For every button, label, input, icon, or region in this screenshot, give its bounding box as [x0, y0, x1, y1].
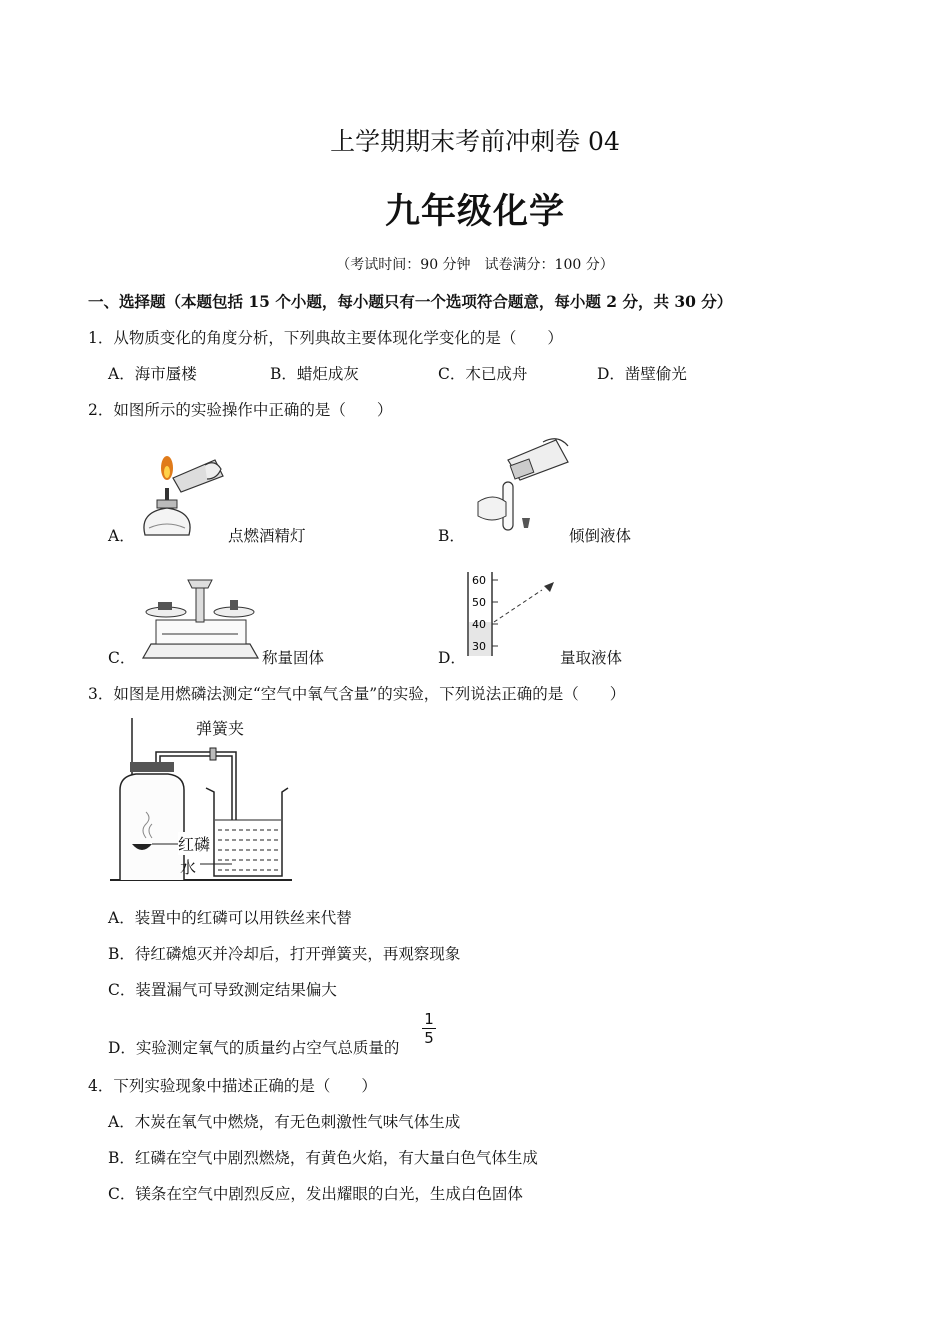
q1-option-d: D．凿壁偷光 [597, 365, 687, 383]
label-water: 水 [180, 858, 197, 877]
exam-info: （考试时间：90 分钟 试卷满分：100 分） [336, 257, 614, 273]
q4-option-b: B．红磷在空气中剧烈燃烧，有黄色火焰，有大量白色气体生成 [108, 1149, 538, 1167]
q2-stem: 2．如图所示的实验操作中正确的是（ ） [88, 401, 393, 419]
graduated-cylinder-figure [462, 568, 562, 658]
q3-stem: 3．如图是用燃磷法测定“空气中氧气含量”的实验，下列说法正确的是（ ） [88, 685, 626, 703]
q2-option-d-caption: 量取液体 [560, 649, 623, 667]
q1-option-b: B．蜡炬成灰 [270, 365, 359, 383]
exam-title: 九年级化学 [384, 192, 565, 232]
q2-option-d-letter: D． [438, 649, 466, 667]
fraction-numerator: 1 [424, 1010, 434, 1028]
q2-option-c-caption: 称量固体 [262, 649, 325, 667]
fraction-one-fifth [420, 1010, 438, 1047]
q2-option-c-letter: C． [108, 649, 136, 667]
q2-option-b-letter: B． [438, 527, 465, 545]
q2-option-a-caption: 点燃酒精灯 [228, 527, 306, 545]
q2-option-a-letter: A． [108, 527, 135, 545]
q4-option-c: C．镁条在空气中剧烈反应，发出耀眼的白光，生成白色固体 [108, 1185, 523, 1203]
q1-stem: 1．从物质变化的角度分析，下列典故主要体现化学变化的是（ ） [88, 329, 563, 347]
exam-subtitle: 上学期期末考前冲刺卷 04 [330, 127, 620, 156]
tick-label-30: 30 [472, 640, 486, 653]
q4-option-a: A．木炭在氧气中燃烧，有无色刺激性气味气体生成 [108, 1113, 461, 1131]
eye-icon [544, 582, 554, 592]
q1-option-c: C．木已成舟 [438, 365, 528, 383]
balance-figure [138, 572, 263, 662]
q3-option-c: C．装置漏气可导致测定结果偏大 [108, 981, 337, 999]
q4-stem: 4．下列实验现象中描述正确的是（ ） [88, 1077, 377, 1095]
alcohol-lamp-figure [135, 440, 230, 540]
q3-option-d: D．实验测定氧气的质量约占空气总质量的 [108, 1039, 400, 1057]
section-heading: 一、选择题（本题包括 15 个小题，每小题只有一个选项符合题意，每小题 2 分，共 30 分） [88, 292, 733, 311]
tick-label-60: 60 [472, 574, 486, 587]
q3-option-a: A．装置中的红磷可以用铁丝来代替 [108, 909, 352, 927]
fraction-denominator: 5 [424, 1029, 434, 1047]
tick-label-40: 40 [472, 618, 486, 631]
pouring-liquid-figure [468, 432, 578, 542]
label-spring-clip: 弹簧夹 [196, 719, 245, 738]
label-red-phosphorus: 红磷 [178, 832, 210, 855]
q1-option-a: A．海市蜃楼 [108, 365, 197, 383]
tick-label-50: 50 [472, 596, 486, 609]
q3-option-b: B．待红磷熄灭并冷却后，打开弹簧夹，再观察现象 [108, 945, 461, 963]
q2-option-b-caption: 倾倒液体 [569, 527, 632, 545]
